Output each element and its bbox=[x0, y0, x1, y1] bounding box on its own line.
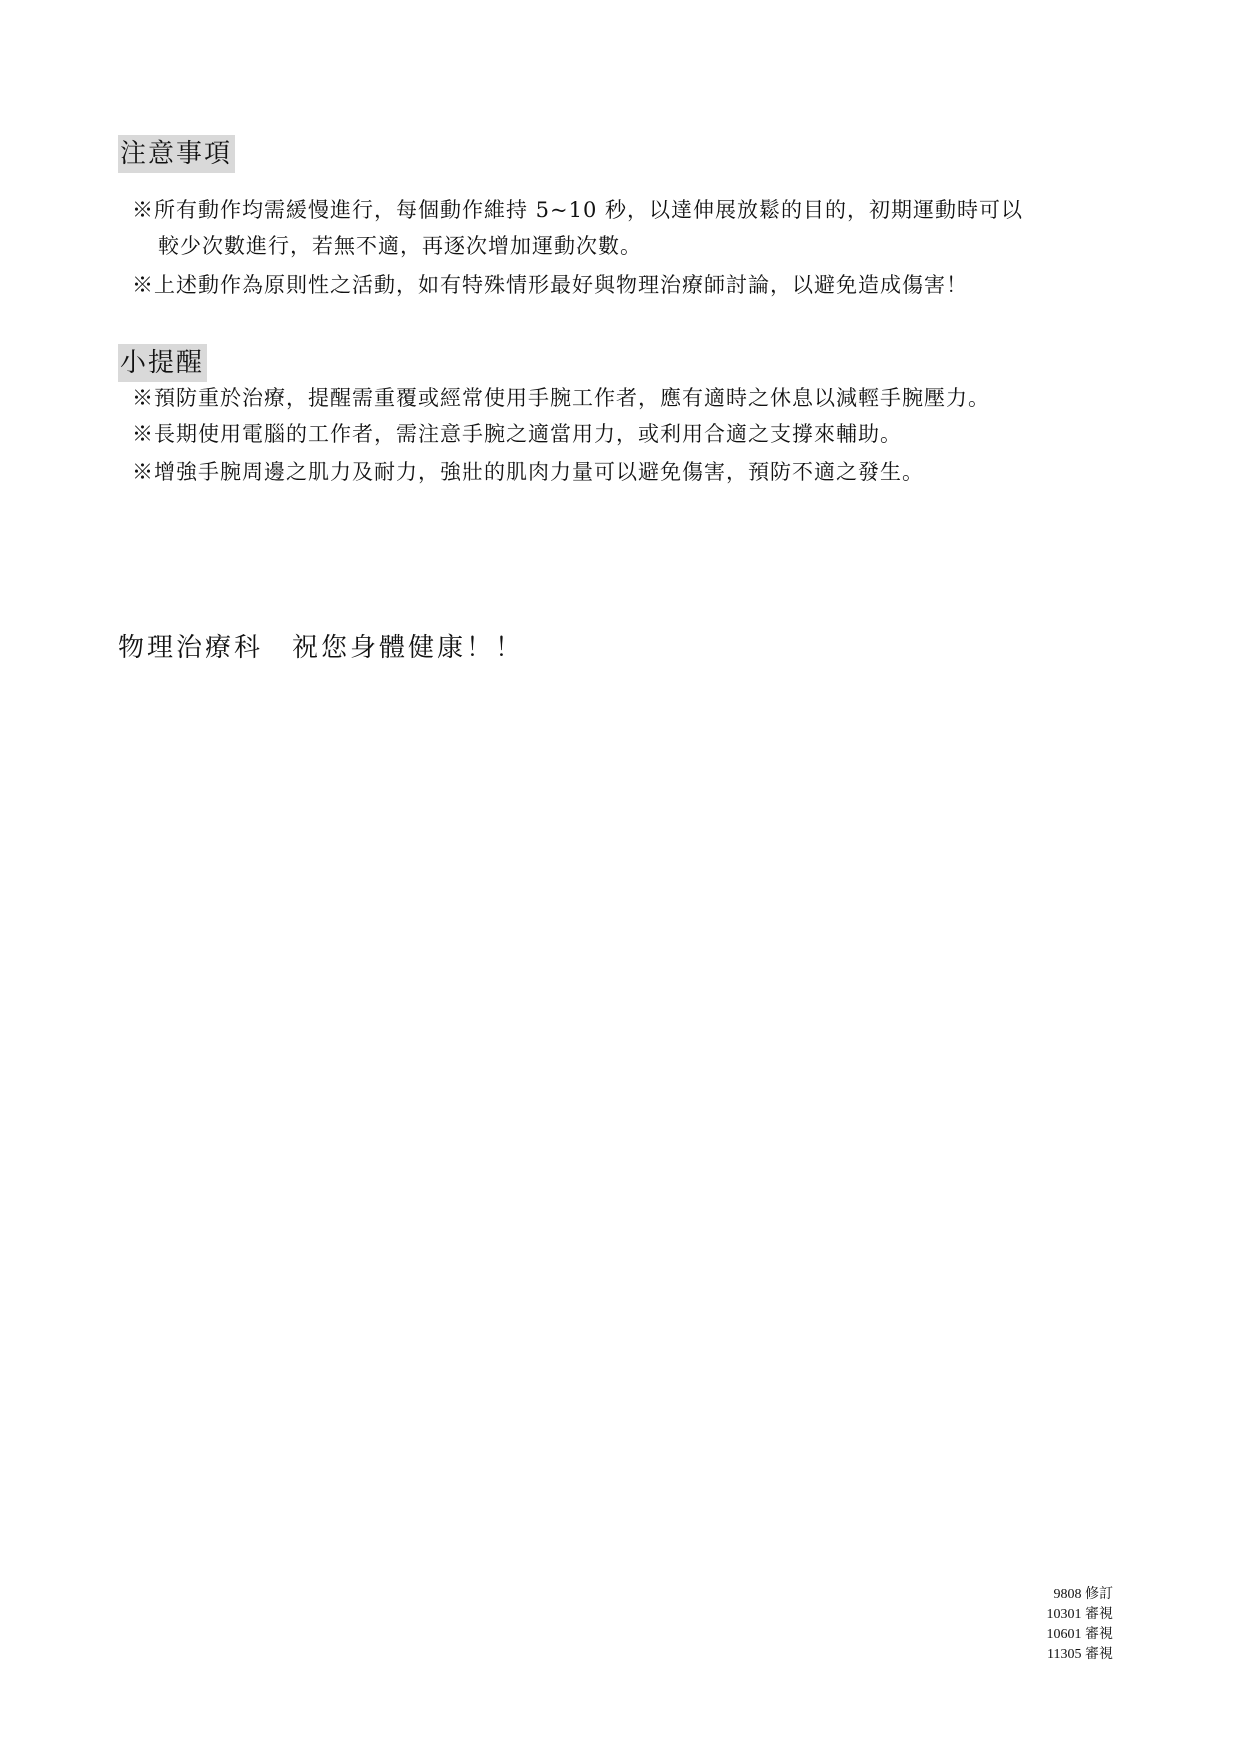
revision-entry: 10301 審視 bbox=[1046, 1607, 1113, 1622]
reminders-heading: 小提醒 bbox=[118, 344, 207, 382]
revision-entry: 10601 審視 bbox=[1046, 1627, 1113, 1642]
revision-entry: 11305 審視 bbox=[1047, 1647, 1113, 1662]
precautions-line-2: ※上述動作為原則性之活動，如有特殊情形最好與物理治療師討論，以避免造成傷害！ bbox=[132, 273, 968, 297]
reminders-line-2: ※長期使用電腦的工作者，需注意手腕之適當用力，或利用合適之支撐來輔助。 bbox=[132, 422, 902, 446]
precautions-heading: 注意事項 bbox=[118, 135, 235, 173]
revision-entry: 9808 修訂 bbox=[1053, 1587, 1113, 1602]
revision-history bbox=[1047, 1585, 1114, 1665]
precautions-line-1-continued: 較少次數進行，若無不適，再逐次增加運動次數。 bbox=[158, 234, 642, 258]
precautions-line-1: ※所有動作均需緩慢進行，每個動作維持 5~10 秒，以達伸展放鬆的目的，初期運動時可以 bbox=[132, 198, 1024, 222]
reminders-line-3: ※增強手腕周邊之肌力及耐力，強壯的肌肉力量可以避免傷害，預防不適之發生。 bbox=[132, 460, 924, 484]
closing-message: 物理治療科 祝您身體健康！！ bbox=[118, 633, 525, 663]
reminders-line-1: ※預防重於治療，提醒需重覆或經常使用手腕工作者，應有適時之休息以減輕手腕壓力。 bbox=[132, 386, 990, 410]
